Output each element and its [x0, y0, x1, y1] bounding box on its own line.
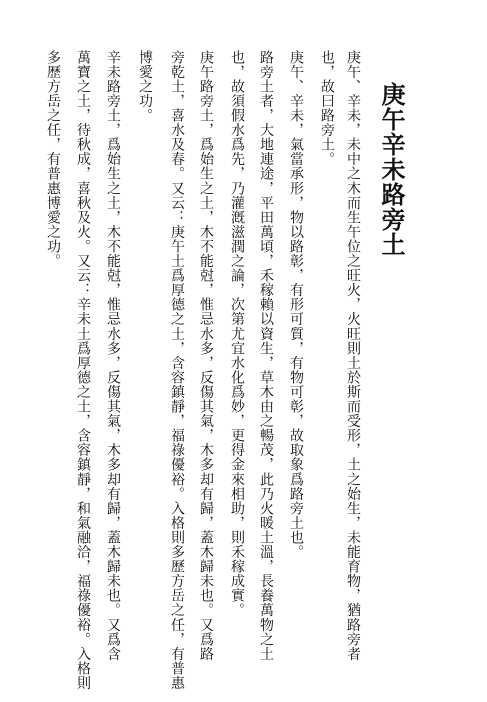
text-column-11: 多歷方岳之任，有普惠博愛之功。 [45, 50, 61, 269]
text-column-5: 也，故須假水爲先，乃灌漑滋潤之論，次第尤宜水化爲妙，更得金來相助，則禾稼成實。 [229, 50, 245, 618]
text-column-4: 路旁土者，大地連途，平田萬頃，禾稼賴以資生，草木由之暢茂，此乃火暖土溫，長養萬物之土 [258, 50, 274, 662]
text-column-10: 萬寶之土，待秋成，喜秋及火。又云：辛未土爲厚德之土，含容鎮靜，和氣融洽，福祿優裕。入格則 [75, 50, 91, 691]
page-title: 庚午辛未路旁土 [377, 82, 406, 257]
text-column-9: 辛未路旁土，爲始生之土，木不能尅，惟忌水多，反傷其氣，木多却有歸，蓋木歸未也。又爲含 [105, 50, 121, 662]
text-column-1: 庚午、辛未，未中之木而生午位之旺火，火旺則土於斯而受形，土之始生，未能育物，猶路旁者 [345, 50, 361, 662]
text-column-7: 旁乾土，喜水及春。又云：庚午土爲厚德之土，含容鎮靜，福祿優裕。入格則多歷方岳之任，有普惠 [169, 50, 185, 691]
text-column-3: 庚午、辛未，氣當承形，物以路彰，有形可質，有物可彰，故取象爲路旁土也。 [288, 50, 304, 560]
text-column-8: 博愛之功。 [137, 50, 153, 123]
text-column-6: 庚午路旁土，爲始生之土，木不能尅，惟忌水多，反傷其氣，木多却有歸，蓋木歸未也。又爲路 [198, 50, 214, 662]
text-column-2: 也，故曰路旁土。 [319, 50, 335, 167]
